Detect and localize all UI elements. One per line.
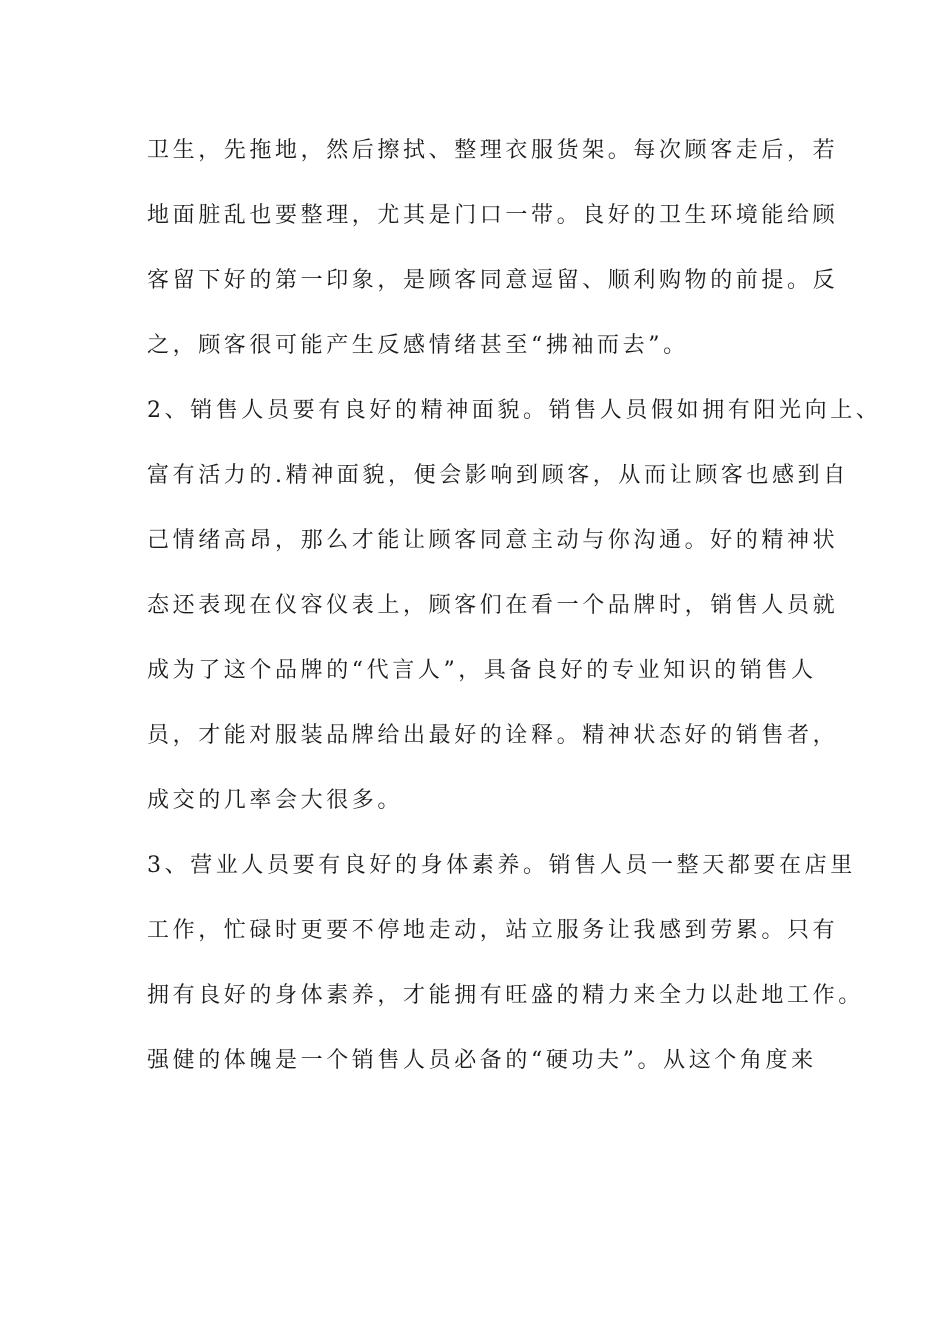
text-line: 之，顾客很可能产生反感情绪甚至“拂袖而去”。 [147,333,689,358]
text-line: 工作，忙碌时更要不停地走动，站立服务让我感到劳累。只有 [147,918,839,943]
text-line: 强健的体魄是一个销售人员必备的“硬功夫”。从这个角度来 [147,1048,817,1073]
text-line: 拥有良好的身体素养，才能拥有旺盛的精力来全力以赴地工作。 [147,983,864,1008]
text-line: 成交的几率会大很多。 [147,788,404,813]
text-line: 态还表现在仪容仪表上，顾客们在看一个品牌时，销售人员就 [147,593,839,618]
document-body [147,129,882,1104]
text-line: 卫生，先拖地，然后擦拭、整理衣服货架。每次顾客走后，若 [147,138,839,163]
text-line: 客留下好的第一印象，是顾客同意逗留、顺利购物的前提。反 [147,268,839,293]
text-line: 3、营业人员要有良好的身体素养。销售人员一整天都要在店里 [147,853,856,878]
text-line: 地面脏乱也要整理，尤其是门口一带。良好的卫生环境能给顾 [147,203,839,228]
text-line: 成为了这个品牌的“代言人”，具备良好的专业知识的销售人 [147,658,817,683]
text-line: 2、销售人员要有良好的精神面貌。销售人员假如拥有阳光向上、 [147,398,882,423]
text-line: 富有活力的.精神面貌，便会影响到顾客，从而让顾客也感到自 [147,463,849,488]
text-line: 己情绪高昂，那么才能让顾客同意主动与你沟通。好的精神状 [147,528,839,553]
text-line: 员，才能对服装品牌给出最好的诠释。精神状态好的销售者， [147,723,839,748]
